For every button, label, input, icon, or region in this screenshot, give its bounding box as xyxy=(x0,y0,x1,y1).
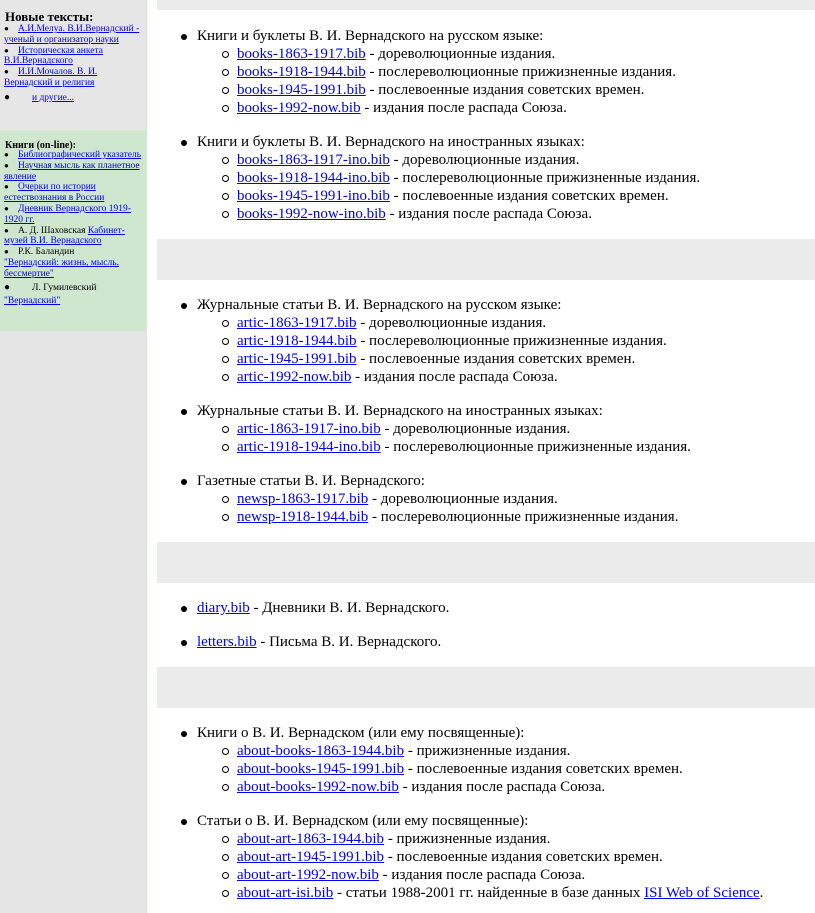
bib-file-link[interactable]: artic-1992-now.bib xyxy=(237,369,352,385)
books-online-heading: Книги (on-line): xyxy=(5,140,77,151)
book-link-gumilevsky[interactable]: "Вернадский" xyxy=(4,296,61,307)
list-item xyxy=(4,150,142,161)
bib-file-link[interactable]: about-art-1863-1944.bib xyxy=(237,831,385,847)
new-text-link-anketa[interactable]: Историческая анкета В.И.Вернадского xyxy=(4,45,103,67)
new-texts-list xyxy=(4,24,142,104)
list-item xyxy=(157,742,815,760)
section-title: Книги и буклеты В. И. Вернадского на иностранных языках: xyxy=(197,134,585,150)
bullet-icon: ● xyxy=(4,67,9,77)
new-texts-heading: Новые тексты: xyxy=(5,9,94,24)
bib-file-desc: - послевоенные издания советских времен. xyxy=(389,188,669,204)
bib-file-link[interactable]: about-art-isi.bib xyxy=(237,885,334,901)
bullet-icon: ● xyxy=(4,91,11,103)
bullet-icon: ● xyxy=(4,160,9,170)
new-text-link-mochalov[interactable]: И.И.Мочалов. В. И. Вернадский и религия xyxy=(4,67,98,88)
bullet-icon: ● xyxy=(4,182,9,192)
bib-file-desc: - послереволюционные прижизненные издания. xyxy=(380,439,691,455)
bib-file-link[interactable]: artic-1945-1991.bib xyxy=(237,351,357,367)
list-item xyxy=(157,599,815,617)
list-item xyxy=(4,283,142,308)
bib-file-link[interactable]: books-1945-1991.bib xyxy=(237,82,366,98)
bib-file-desc: - послереволюционные прижизненные издания. xyxy=(365,64,676,80)
diary-section xyxy=(157,599,815,617)
book-link-museum[interactable]: Кабинет-музей В.И. Вернадского xyxy=(4,225,125,247)
bib-file-desc: - прижизненные издания. xyxy=(404,743,571,759)
bib-file-desc: - статьи 1988-2001 гг. найденные в базе данных xyxy=(333,885,645,901)
bullet-icon: ● xyxy=(4,150,9,159)
bib-file-link[interactable]: about-books-1992-now.bib xyxy=(237,779,399,795)
bib-file-desc: - издания после распада Союза. xyxy=(351,369,558,385)
list-item xyxy=(157,169,815,187)
list-item xyxy=(4,24,142,46)
sidebar xyxy=(0,0,147,913)
bullet-icon: ● xyxy=(4,247,9,257)
section-title: Статьи о В. И. Вернадском (или ему посвященные): xyxy=(197,813,529,829)
main-content xyxy=(157,0,815,913)
diary-link[interactable]: diary.bib xyxy=(197,600,250,616)
list-item xyxy=(157,812,815,902)
bib-file-link[interactable]: books-1992-now.bib xyxy=(237,100,361,116)
bullet-icon: ● xyxy=(4,225,9,235)
bib-file-link[interactable]: about-art-1992-now.bib xyxy=(237,867,379,883)
bib-file-desc: - издания после распада Союза. xyxy=(385,206,592,222)
articles-foreign-section xyxy=(157,402,815,456)
list-item xyxy=(157,472,815,526)
list-item xyxy=(157,332,815,350)
section-divider xyxy=(157,542,815,583)
book-author: Л. Гумилевский xyxy=(32,282,97,293)
bullet-icon: ● xyxy=(4,281,11,293)
bib-file-desc: - дореволюционные издания. xyxy=(380,421,571,437)
bib-file-desc: - послевоенные издания советских времен. xyxy=(365,82,645,98)
bib-file-desc: - издания после распада Союза. xyxy=(398,779,606,795)
bib-file-link[interactable]: books-1992-now-ino.bib xyxy=(237,206,386,222)
section-title: Журнальные статьи В. И. Вернадского на иностранных языках: xyxy=(197,403,603,419)
section-title: Книги о В. И. Вернадском (или ему посвященные): xyxy=(197,725,525,741)
list-item xyxy=(157,438,815,456)
bib-file-desc: - дореволюционные издания. xyxy=(368,491,558,507)
list-item xyxy=(157,81,815,99)
bib-file-desc: - послевоенные издания советских времен. xyxy=(356,351,636,367)
bib-file-desc: - издания после распада Союза. xyxy=(378,867,586,883)
books-online-panel xyxy=(0,130,146,331)
diary-desc: - Дневники В. И. Вернадского. xyxy=(249,600,450,616)
list-item xyxy=(157,205,815,223)
letters-link[interactable]: letters.bib xyxy=(197,634,257,650)
bib-file-link[interactable]: books-1863-1917-ino.bib xyxy=(237,152,390,168)
list-item xyxy=(4,93,142,104)
bib-file-link[interactable]: newsp-1918-1944.bib xyxy=(237,509,369,525)
bib-file-link[interactable]: about-books-1945-1991.bib xyxy=(237,761,405,777)
list-item xyxy=(157,490,815,508)
list-item xyxy=(157,848,815,866)
list-item xyxy=(157,884,815,902)
bib-file-link[interactable]: artic-1863-1917-ino.bib xyxy=(237,421,381,437)
bib-file-desc: - послереволюционные прижизненные издания. xyxy=(389,170,701,186)
books-ru-section xyxy=(157,27,815,117)
bib-file-link[interactable]: books-1918-1944-ino.bib xyxy=(237,170,390,186)
bib-file-link[interactable]: about-art-1945-1991.bib xyxy=(237,849,385,865)
book-link-balandin[interactable]: "Вернадский: жизнь, мысль, бессмертие" xyxy=(4,257,119,279)
isi-tail: . xyxy=(759,885,764,901)
list-item xyxy=(157,99,815,117)
bib-file-desc: - послевоенные издания советских времен. xyxy=(404,761,683,777)
list-item xyxy=(157,866,815,884)
about-articles-section xyxy=(157,812,815,902)
newspaper-section xyxy=(157,472,815,526)
list-item xyxy=(157,508,815,526)
section-divider xyxy=(157,667,815,708)
list-item xyxy=(157,760,815,778)
list-item xyxy=(157,296,815,386)
bib-file-link[interactable]: books-1863-1917.bib xyxy=(237,46,366,62)
list-item xyxy=(157,350,815,368)
section-title: Газетные статьи В. И. Вернадского: xyxy=(197,473,425,489)
list-item xyxy=(4,46,142,68)
book-link-scientific-thought[interactable]: Научная мысль как планетное явление xyxy=(4,160,140,182)
list-item xyxy=(157,27,815,117)
articles-ru-section xyxy=(157,296,815,386)
list-item xyxy=(4,182,142,204)
list-item xyxy=(157,151,815,169)
books-online-list xyxy=(4,150,142,307)
bib-file-desc: - издания после распада Союза. xyxy=(360,100,567,116)
new-text-link-melua[interactable]: А.И.Мелуа. В.И.Вернадский - ученый и организатор науки xyxy=(4,24,140,45)
list-item xyxy=(157,187,815,205)
list-item xyxy=(157,133,815,223)
bib-file-desc: - послереволюционные прижизненные издания. xyxy=(368,509,679,525)
bullet-icon: ● xyxy=(4,45,9,55)
bib-file-link[interactable]: newsp-1863-1917.bib xyxy=(237,491,369,507)
book-link-history-essays[interactable]: Очерки по истории естествознания в России xyxy=(4,182,105,204)
list-item xyxy=(4,204,142,226)
bib-file-link[interactable]: books-1918-1944.bib xyxy=(237,64,366,80)
book-link-bibliography[interactable]: Библиографический указатель xyxy=(18,150,142,160)
list-item xyxy=(157,314,815,332)
bib-file-link[interactable]: about-books-1863-1944.bib xyxy=(237,743,405,759)
bib-file-desc: - дореволюционные издания. xyxy=(389,152,580,168)
about-books-section xyxy=(157,724,815,796)
bib-file-link[interactable]: artic-1918-1944.bib xyxy=(237,333,357,349)
list-item xyxy=(157,63,815,81)
bib-file-link[interactable]: artic-1863-1917.bib xyxy=(237,315,357,331)
list-item xyxy=(157,45,815,63)
section-title: Журнальные статьи В. И. Вернадского на русском языке: xyxy=(197,297,562,313)
book-author: А. Д. Шаховская xyxy=(18,225,86,236)
bib-file-desc: - прижизненные издания. xyxy=(384,831,551,847)
isi-web-of-science-link[interactable]: ISI Web of Science xyxy=(644,885,760,901)
bib-file-desc: - послевоенные издания советских времен. xyxy=(384,849,663,865)
section-divider xyxy=(157,239,815,280)
bib-file-desc: - дореволюционные издания. xyxy=(365,46,556,62)
bib-file-link[interactable]: books-1945-1991-ino.bib xyxy=(237,188,390,204)
book-author: Р.К. Баландин xyxy=(18,247,75,258)
book-link-diary[interactable]: Дневник Вернадского 1919-1920 гг. xyxy=(4,203,131,225)
list-item xyxy=(157,402,815,456)
letters-section xyxy=(157,633,815,651)
list-item xyxy=(157,830,815,848)
list-item xyxy=(4,226,142,248)
letters-desc: - Письма В. И. Вернадского. xyxy=(256,634,442,650)
bullet-icon: ● xyxy=(4,24,9,33)
list-item xyxy=(157,633,815,651)
list-item xyxy=(4,161,142,183)
list-item xyxy=(157,724,815,796)
list-item xyxy=(157,420,815,438)
new-texts-panel xyxy=(0,0,146,130)
bib-file-link[interactable]: artic-1918-1944-ino.bib xyxy=(237,439,381,455)
section-title: Книги и буклеты В. И. Вернадского на русском языке: xyxy=(197,28,544,44)
list-item xyxy=(157,778,815,796)
section-divider xyxy=(157,0,815,10)
bullet-icon: ● xyxy=(4,203,9,213)
list-item xyxy=(4,247,142,279)
bib-file-desc: - дореволюционные издания. xyxy=(356,315,547,331)
list-item xyxy=(157,368,815,386)
books-foreign-section xyxy=(157,133,815,223)
list-item xyxy=(4,67,142,89)
bib-file-desc: - послереволюционные прижизненные издания. xyxy=(356,333,667,349)
new-text-link-more[interactable]: и другие... xyxy=(32,92,74,103)
